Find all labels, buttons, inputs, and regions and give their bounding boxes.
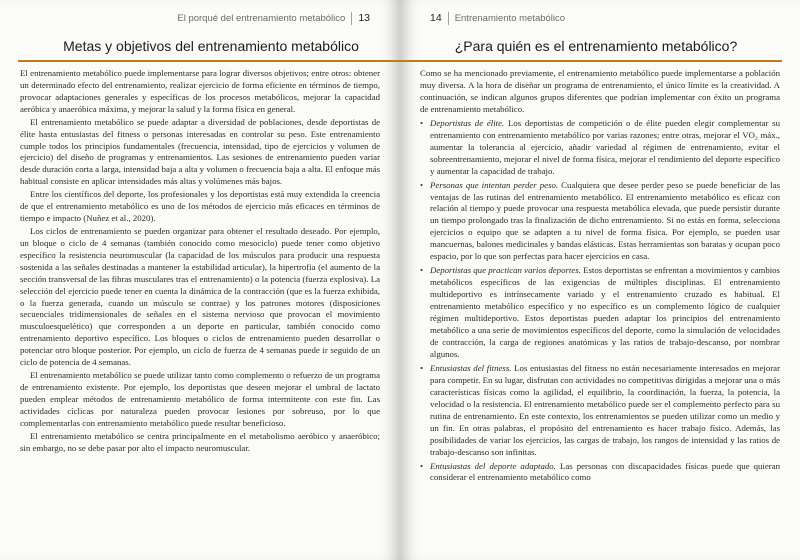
paragraph: El entrenamiento metabólico se puede utilizar tanto como complemento o refuerzo de un programa de entrenamiento existente. Por ejemplo, los deportistas que deseen mejorar el umbral de lactato pueden emplear métodos de entrenamiento metabólico de forma intermitente con este fin. Las actividades cíclicas por naturaleza pueden provocar lesiones por sobreuso, por lo que complementarlas con entrenamiento metabólico puede resultar beneficioso. <box>20 370 380 428</box>
list-item-text: Estos deportistas se enfrentan a movimientos y cambios metabólicos específicos de las exigencias de múltiples disciplinas. El entrenamiento multideportivo es intrínsecamente variado y el entrenamiento cruzado es habitual. El entrenamiento metabólico específico y no específico es un complemento lógico de cualquier régimen multideportivo. Estos deportistas pueden adaptar los principios del entrenamiento metabólico a una serie de movimientos específicos del deporte, como la simulación de velocidades de contracción, la carga de regiones anatómicas y las ratios de trabajo-descanso, por nombrar algunos. <box>430 265 780 359</box>
bullet-icon: • <box>420 265 424 276</box>
right-body-text <box>420 68 780 486</box>
left-running-head <box>177 10 370 26</box>
paragraph: Entre los científicos del deporte, los profesionales y los deportistas está muy extendida la creencia de que el entrenamiento metabólico es uno de los métodos de ejercicio más eficaces en términos de tiempo e impacto (Nuñez et al., 2020). <box>20 189 380 224</box>
paragraph: El entrenamiento metabólico puede implementarse para lograr diversos objetivos; entre otros: obtener un determinado efecto del entrenamiento, realizar ejercicio de forma eficiente en términos de tiempo, provocar adaptaciones generales y específicas de los procesos metabólicos, mejorar la capacidad aeróbica y anaeróbica máxima, y mejorar la salud y la forma física en general. <box>20 68 380 114</box>
list-item <box>420 118 780 178</box>
bullet-icon: • <box>420 362 424 373</box>
list-item-term: Personas que intentan perder peso. <box>430 179 559 190</box>
right-title-rule <box>400 60 782 62</box>
list-item-text: Cualquiera que desee perder peso se puede beneficiar de las ventajas de las rutinas del entrenamiento metabólico. El entrenamiento metabólico es eficaz con relación al tiempo y puede provocar una respuesta metabólica elevada, que puede persistir durante un tiempo prolongado tras la finalización de dicho entrenamiento. Si no estás en forma, selecciona ejercicios o equipo que se adapten a tu nivel de forma física. Por ejemplo, se pueden usar mancuernas, balones medicinales y bandas elásticas. Estas herramientas son baratas y ocupan poco espacio, por lo que son perfectas para hacer ejercicios en casa. <box>430 179 780 262</box>
paragraph: Los ciclos de entrenamiento se pueden organizar para obtener el resultado deseado. Por ejemplo, un bloque o ciclo de 4 semanas (también conocido como mesociclo) puede tener como objetivo específico la resistencia neuromuscular (la capacidad de los músculos para producir una respuesta sostenida a las señales destinadas a mantener la estabilidad articular), la hipertrofia (el aumento de la sección transversal de las fibras musculares tras el entrenamiento) o la potencia (fuerza explosiva). La selección del ejercicio puede tener en cuenta la dinámica de la contracción (que es la fuerza exhibida, o la fuerza generada, cuando un músculo se contrae) y los patrones motores (disposiciones secuenciales tridimensionales de señales en el sistema nervioso que provocan el movimiento musculoesquelético) que corresponden a un deporte en particular, también conocido como entrenamiento deportivo específico. Los bloques o ciclos de entrenamiento pueden desarrollar o potenciar otro bloque posterior. Por ejemplo, un ciclo de fuerza de 4 semanas puede ir seguido de un ciclo de potencia de 4 semanas. <box>20 225 380 368</box>
list-item <box>420 363 780 459</box>
list-item <box>420 180 780 264</box>
bullet-icon: • <box>420 460 424 471</box>
left-section-title: Metas y objetivos del entrenamiento metabólico <box>63 38 359 54</box>
list-item-term: Entusiastas del fitness. <box>430 362 512 373</box>
right-page-number: 14 <box>430 12 442 24</box>
bullet-icon: • <box>420 179 424 190</box>
list-item-text: Las personas con discapacidades físicas puede que quieran considerar el entrenamiento metabólico como <box>430 460 781 483</box>
list-item-term: Entusiastas del deporte adaptado. <box>430 460 556 471</box>
paragraph: El entrenamiento metabólico se puede adaptar a diversidad de poblaciones, desde deportistas de élite hasta entusiastas del fitness o personas interesadas en controlar su peso. Este entrenamiento cumple todos los principios fundamentales (frecuencia, intensidad, tipo de ejercicios y volumen de ejercicio) del diseño de programas y entrenamientos. Las sesiones de entrenamiento pueden variar desde duración corta a larga, intensidad baja a alta y volumen o frecuencia baja a alta. El enfoque más habitual consiste en aplicar intensidades más altas y volúmenes más bajos. <box>20 116 380 187</box>
header-divider <box>448 12 449 25</box>
list-item <box>420 265 780 361</box>
list-item-term: Deportistas de élite. <box>430 117 505 128</box>
right-page <box>400 0 800 560</box>
list-item <box>420 461 780 485</box>
left-body-text <box>20 68 380 454</box>
intro-paragraph: Como se ha mencionado previamente, el entrenamiento metabólico puede implementarse a población muy diversa. A la hora de diseñar un programa de entrenamiento, el único límite es la creatividad. A continuación, se indican algunos grupos diferentes que podrían implementar con éxito un programa de entrenamiento metabólico. <box>420 68 780 114</box>
paragraph: El entrenamiento metabólico se centra principalmente en el metabolismo aeróbico y anaeróbico; sin embargo, no se debe pasar por alto el impacto neuromuscular. <box>20 430 380 453</box>
right-section-title: ¿Para quién es el entrenamiento metabólico? <box>454 38 738 54</box>
audience-list <box>420 118 780 485</box>
right-header-title: Entrenamiento metabólico <box>454 12 566 24</box>
right-running-head <box>430 10 565 26</box>
list-item-term: Deportistas que practican varios deportes. <box>430 265 581 276</box>
left-header-title: El porqué del entrenamiento metabólico <box>177 12 346 24</box>
left-page-number: 13 <box>358 12 370 24</box>
bullet-icon: • <box>420 117 424 128</box>
list-item-text: Los entusiastas del fitness no están necesariamente interesados en mejorar para competir. En su lugar, disfrutan con actividades no competitivas dirigidas a mejorar una o más características físicas como la agilidad, el equilibrio, la coordinación, la fuerza, la potencia, la velocidad o la resistencia. El entrenamiento metabólico puede ser el complemento perfecto para su rutina de entrenamiento. En este contexto, los entrenamientos se pueden utilizar como un medio y un fin. En otras palabras, el propósito del entrenamiento es hacer trabajo físico. Además, las posibilidades de variar los ejercicios, las cargas de trabajo, los rangos de intensidad y las ratios de trabajo-descanso son infinitas. <box>430 362 781 457</box>
list-item-text: Los deportistas de competición o de élite pueden elegir complementar su entrenamiento con entrenamiento metabólico por varias razones; entre otras, mejorar el VO₂ máx., aumentar la tolerancia al ejercicio, añadir variedad al régimen de entrenamiento, evitar el sobreentrenamiento, mejorar el nivel de forma física, mejorar el rendimiento del deporte específico y aumentar la capacidad de trabajo. <box>430 117 780 176</box>
left-title-rule <box>18 60 400 62</box>
header-divider <box>351 12 352 25</box>
